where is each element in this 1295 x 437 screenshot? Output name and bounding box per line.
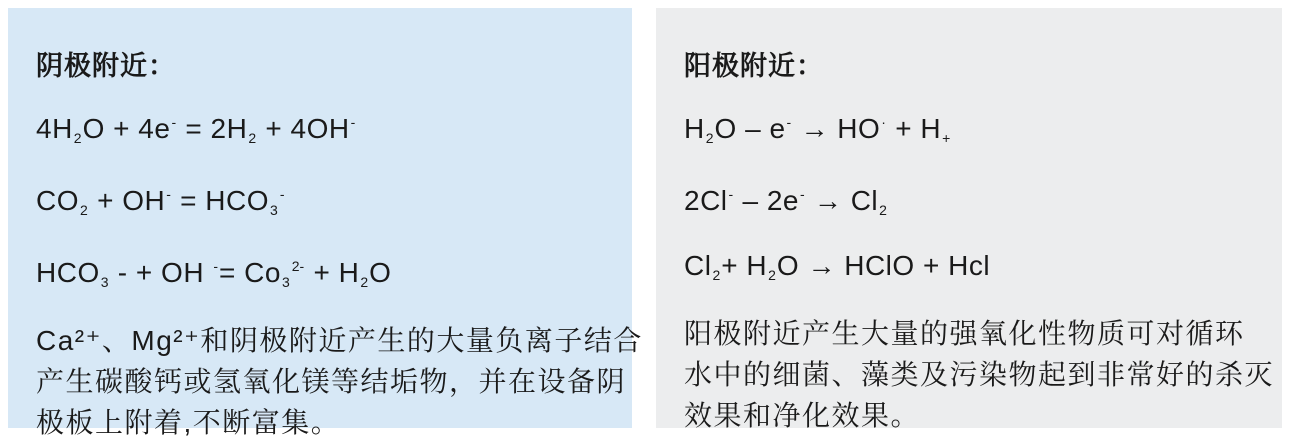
anode-panel-title: 阳极附近： xyxy=(684,51,824,81)
anode-panel xyxy=(656,8,1282,431)
cathode-equation-3: $HCO_3$ - + OH $^-= Co_3^{2-} + H_2O$ xyxy=(36,257,392,290)
cathode-panel xyxy=(8,8,643,437)
cathode-paragraph-line-2: 产生碳酸钙或氢氧化镁等结垢物，并在设备阴 xyxy=(36,366,627,397)
cathode-panel-title: 阴极附近： xyxy=(36,51,176,81)
anode-equation-3: $Cl_2+ H_2O$ → HClO + Hcl xyxy=(684,250,991,283)
cathode-equation-1: $4H_2O + 4e^- = 2H_2 + 4OH^-$ xyxy=(36,113,356,146)
cathode-paragraph-line-3: 极板上附着,不断富集。 xyxy=(36,407,341,437)
anode-paragraph-line-3: 效果和净化效果。 xyxy=(684,400,921,431)
cathode-paragraph-line-1: Ca²⁺、Mg²⁺和阴极附近产生的大量负离子结合 xyxy=(36,325,643,356)
cathode-equation-2: $CO_2 + OH^- = HCO_3^-$ xyxy=(36,185,285,218)
anode-equation-2: $2Cl^- - 2e^- \to Cl_2$ xyxy=(684,185,887,218)
anode-paragraph xyxy=(684,313,1275,436)
anode-paragraph-line-1: 阳极附近产生大量的强氧化性物质可对循环 xyxy=(684,318,1245,349)
anode-equation-1: $H_2O - e^- \to HO^\cdot + H_+$ xyxy=(684,113,951,146)
cathode-paragraph xyxy=(36,320,643,437)
anode-paragraph-line-2: 水中的细菌、藻类及污染物起到非常好的杀灭 xyxy=(684,359,1275,390)
